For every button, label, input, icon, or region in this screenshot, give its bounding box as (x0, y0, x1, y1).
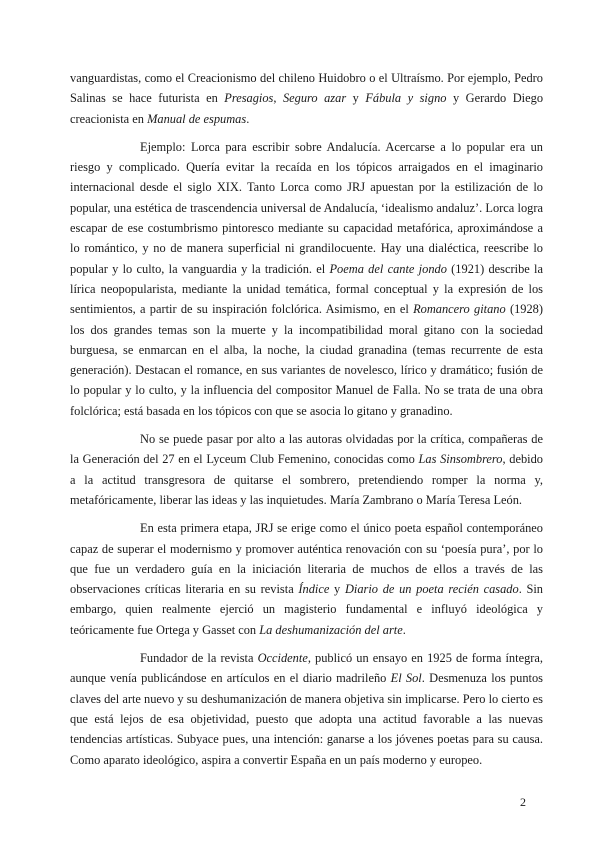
text-segment: y (329, 582, 345, 597)
text-segment: , debido a la actitud transgresora de quitarse el sombrero, pretendiendo romper la norma y, metafóricamente, liberar las ideas y las inquietudes. María Zambrano o María Teresa León. (70, 452, 544, 507)
italic-title: Manual de espumas (147, 111, 247, 126)
text-segment: Ejemplo: Lorca para escribir sobre Andalucía. Acercarse a lo popular era un riesgo y complicado. Quería evitar la recaída en los tópicos arraigados en el imaginario internacional desde el siglo XIX. Tanto Lorca como JRJ apuestan por la estilización de lo popular, una estética de trascendencia universal de Andalucía, ‘idealismo andaluz’. Lorca logra escapar de ese costumbrismo pintoresco mediante su capacidad metafórica, aproximándose a lo romántico, y no de manera superficial ni grandilocuente. Hay una dialéctica, reescribe lo popular y lo culto, la vanguardia y la tradición. el (70, 139, 543, 276)
text-segment: . (246, 111, 250, 126)
text-segment: , publicó un ensayo en 1925 de forma íntegra, aunque venía publicándose en artículos en el diario madrileño (70, 651, 543, 686)
text-segment: . Desmenuza los puntos claves del arte nuevo y su deshumanización de manera objetiva sin implicarse. Pero lo cierto es que está lejos de esa objetividad, puesto que adopta una actitud favorable a las nuevas tendencias artísticas. Subyace pues, una intención: ganarse a los jóvenes poetas para su causa. Como aparato ideológico, aspira a convertir España en un país moderno y europeo. (70, 671, 543, 767)
italic-title: El Sol (390, 671, 422, 686)
italic-title: Diario de un poeta recién casado (344, 582, 519, 597)
paragraph-4 (70, 518, 543, 640)
italic-title: Poema del cante jondo (329, 261, 447, 276)
page-number: 2 (520, 795, 526, 809)
text-segment: . Sin embargo, quien realmente ejerció un magisterio fundamental e influyó ideológica y teóricamente fue Ortega y Gasset con (70, 582, 544, 637)
italic-title: Las Sinsombrero (418, 452, 503, 467)
italic-title: Presagios (224, 91, 274, 106)
italic-title: Fábula y signo (365, 91, 447, 106)
paragraph-1 (70, 68, 543, 129)
italic-title: Índice (298, 582, 330, 597)
paragraph-2 (70, 137, 543, 421)
text-segment: vanguardistas, como el Creacionismo del chileno Huidobro o el Ultraísmo. Por ejemplo, Pedro Salinas se hace futurista en (70, 71, 543, 106)
italic-title: La deshumanización del arte (259, 622, 403, 637)
paragraph-3 (70, 429, 543, 510)
text-segment: y Gerardo Diego creacionista en (70, 91, 544, 126)
italic-title: Occidente (257, 651, 308, 666)
text-segment: En esta primera etapa, JRJ se erige como el único poeta español contemporáneo capaz de superar el modernismo y promover auténtica renovación con su ‘poesía pura’, por lo que fue un verdadero guía en la iniciación literaria de muchos de ellos a través de las observaciones críticas literaria en su revista (70, 521, 543, 597)
text-segment: Fundador de la revista (140, 651, 258, 666)
text-segment: (1921) describe la lírica neopopularista, mediante la unidad temática, formal conceptual y la expresión de los sentimientos, a partir de su inspiración folclórica. Asimismo, en el (70, 261, 543, 317)
paragraph-5 (70, 648, 543, 770)
text-segment: No se puede pasar por alto a las autoras olvidadas por la crítica, compañeras de la Generación del 27 en el Lyceum Club Femenino, conocidas como (70, 432, 543, 467)
italic-title: Romancero gitano (413, 302, 506, 317)
text-segment: y (346, 91, 366, 106)
document-body (70, 68, 543, 778)
text-segment: (1928) los dos grandes temas son la muerte y la incompatibilidad moral gitano con la sociedad burguesa, se enmarcan en el alba, la noche, la ciudad granadina (temas recurrente de esta generación). Destacan el romance, en sus variantes de novelesco, lírico y dramático; fusión de lo popular y lo culto, y la influencia del compositor Manuel de Falla. No se trata de una obra folclórica; está basada en los tópicos con que se asocia lo gitano y granadino. (70, 302, 543, 418)
italic-title: Seguro azar (282, 91, 347, 106)
text-segment: . (402, 622, 406, 637)
text-segment: , (273, 91, 283, 106)
